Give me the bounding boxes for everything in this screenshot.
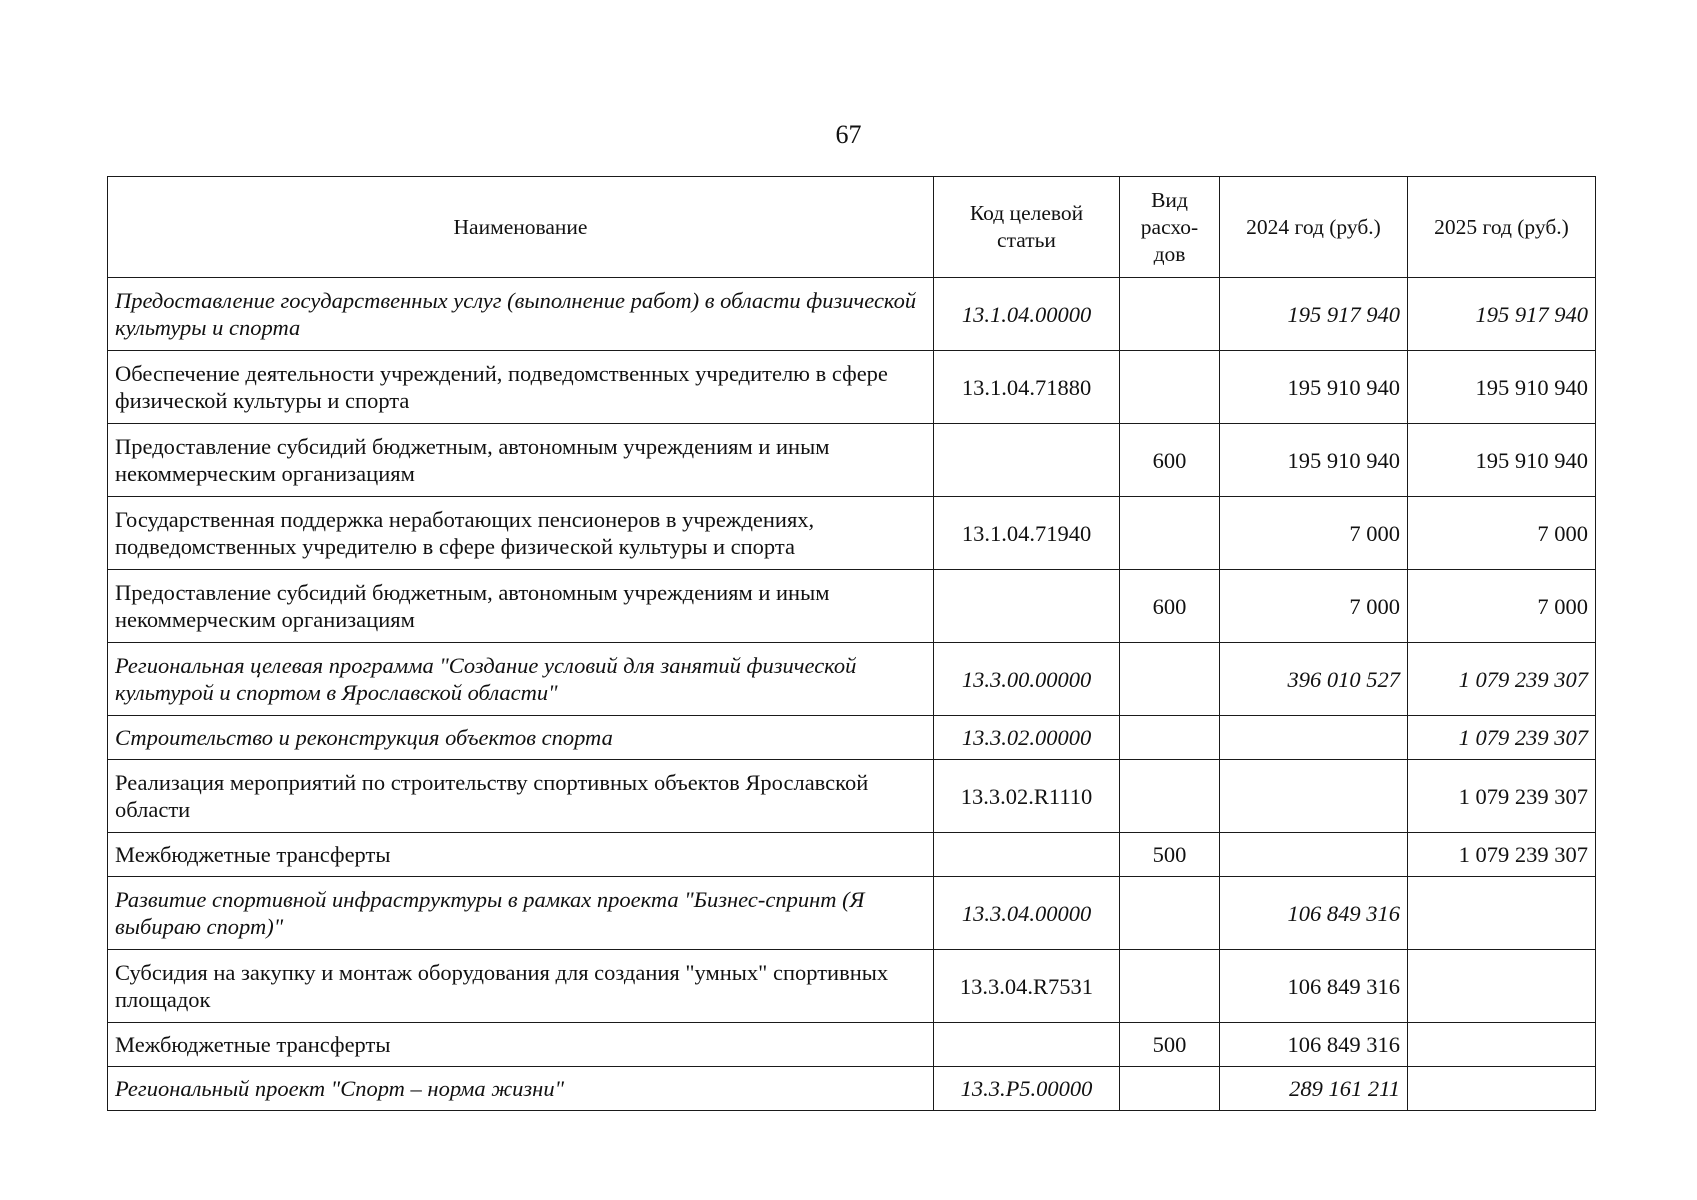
row-2024: 106 849 316: [1220, 877, 1408, 950]
row-2024: 106 849 316: [1220, 950, 1408, 1023]
row-name: Реализация мероприятий по строительству спортивных объектов Ярославской области: [108, 760, 934, 833]
table-row: [108, 424, 1596, 497]
header-2024: 2024 год (руб.): [1220, 177, 1408, 278]
budget-table: [107, 176, 1596, 1111]
table-row: [108, 1067, 1596, 1111]
table-row: [108, 643, 1596, 716]
row-kind: 500: [1120, 1023, 1220, 1067]
table-row: [108, 278, 1596, 351]
row-kind: [1120, 716, 1220, 760]
row-code: [934, 570, 1120, 643]
row-code: [934, 833, 1120, 877]
row-2025: 195 917 940: [1408, 278, 1596, 351]
row-kind: 500: [1120, 833, 1220, 877]
row-2024: 7 000: [1220, 570, 1408, 643]
table-row: [108, 1023, 1596, 1067]
row-name: Обеспечение деятельности учреждений, подведомственных учредителю в сфере физической культуры и спорта: [108, 351, 934, 424]
row-2024: [1220, 760, 1408, 833]
row-kind: [1120, 643, 1220, 716]
row-name: Предоставление субсидий бюджетным, автономным учреждениям и иным некоммерческим организациям: [108, 570, 934, 643]
header-kind: Вид расхо-дов: [1120, 177, 1220, 278]
row-code: 13.1.04.71880: [934, 351, 1120, 424]
table-row: [108, 877, 1596, 950]
row-2024: 7 000: [1220, 497, 1408, 570]
row-kind: [1120, 760, 1220, 833]
row-code: 13.3.04.00000: [934, 877, 1120, 950]
row-code: 13.3.P5.00000: [934, 1067, 1120, 1111]
row-code: 13.3.02.R1110: [934, 760, 1120, 833]
row-code: 13.3.04.R7531: [934, 950, 1120, 1023]
row-name: Региональная целевая программа "Создание условий для занятий физической культурой и спортом в Ярославской области": [108, 643, 934, 716]
row-name: Государственная поддержка неработающих пенсионеров в учреждениях, подведомственных учредителю в сфере физической культуры и спорта: [108, 497, 934, 570]
table-row: [108, 760, 1596, 833]
row-2025: 7 000: [1408, 497, 1596, 570]
row-2024: 289 161 211: [1220, 1067, 1408, 1111]
row-2025: 1 079 239 307: [1408, 833, 1596, 877]
row-name: Предоставление субсидий бюджетным, автономным учреждениям и иным некоммерческим организациям: [108, 424, 934, 497]
row-name: Субсидия на закупку и монтаж оборудования для создания "умных" спортивных площадок: [108, 950, 934, 1023]
header-2025: 2025 год (руб.): [1408, 177, 1596, 278]
page-number: 67: [835, 120, 862, 149]
row-code: 13.1.04.00000: [934, 278, 1120, 351]
row-2024: [1220, 833, 1408, 877]
row-2025: [1408, 1067, 1596, 1111]
row-2024: 195 910 940: [1220, 424, 1408, 497]
row-2025: [1408, 950, 1596, 1023]
table-row: [108, 716, 1596, 760]
row-2024: [1220, 716, 1408, 760]
row-kind: [1120, 950, 1220, 1023]
row-kind: [1120, 877, 1220, 950]
row-2025: [1408, 1023, 1596, 1067]
row-name: Развитие спортивной инфраструктуры в рамках проекта "Бизнес-спринт (Я выбираю спорт)": [108, 877, 934, 950]
row-2024: 106 849 316: [1220, 1023, 1408, 1067]
row-2025: 1 079 239 307: [1408, 716, 1596, 760]
row-kind: 600: [1120, 424, 1220, 497]
row-code: 13.1.04.71940: [934, 497, 1120, 570]
table-row: [108, 570, 1596, 643]
row-2025: 1 079 239 307: [1408, 643, 1596, 716]
table-header-row: [108, 177, 1596, 278]
row-2025: 1 079 239 307: [1408, 760, 1596, 833]
table-row: [108, 833, 1596, 877]
row-code: [934, 424, 1120, 497]
row-kind: [1120, 351, 1220, 424]
row-2025: 195 910 940: [1408, 424, 1596, 497]
row-name: Региональный проект "Спорт – норма жизни": [108, 1067, 934, 1111]
table-row: [108, 351, 1596, 424]
row-2024: 195 917 940: [1220, 278, 1408, 351]
row-code: [934, 1023, 1120, 1067]
row-kind: [1120, 278, 1220, 351]
row-name: Межбюджетные трансферты: [108, 1023, 934, 1067]
header-code: Код целевой статьи: [934, 177, 1120, 278]
header-name: Наименование: [108, 177, 934, 278]
row-2025: 195 910 940: [1408, 351, 1596, 424]
row-2025: 7 000: [1408, 570, 1596, 643]
row-2024: 195 910 940: [1220, 351, 1408, 424]
row-kind: [1120, 497, 1220, 570]
row-kind: 600: [1120, 570, 1220, 643]
row-code: 13.3.02.00000: [934, 716, 1120, 760]
row-name: Предоставление государственных услуг (выполнение работ) в области физической культуры и спорта: [108, 278, 934, 351]
row-2025: [1408, 877, 1596, 950]
row-kind: [1120, 1067, 1220, 1111]
table-row: [108, 950, 1596, 1023]
table-row: [108, 497, 1596, 570]
row-name: Межбюджетные трансферты: [108, 833, 934, 877]
row-2024: 396 010 527: [1220, 643, 1408, 716]
row-name: Строительство и реконструкция объектов спорта: [108, 716, 934, 760]
row-code: 13.3.00.00000: [934, 643, 1120, 716]
